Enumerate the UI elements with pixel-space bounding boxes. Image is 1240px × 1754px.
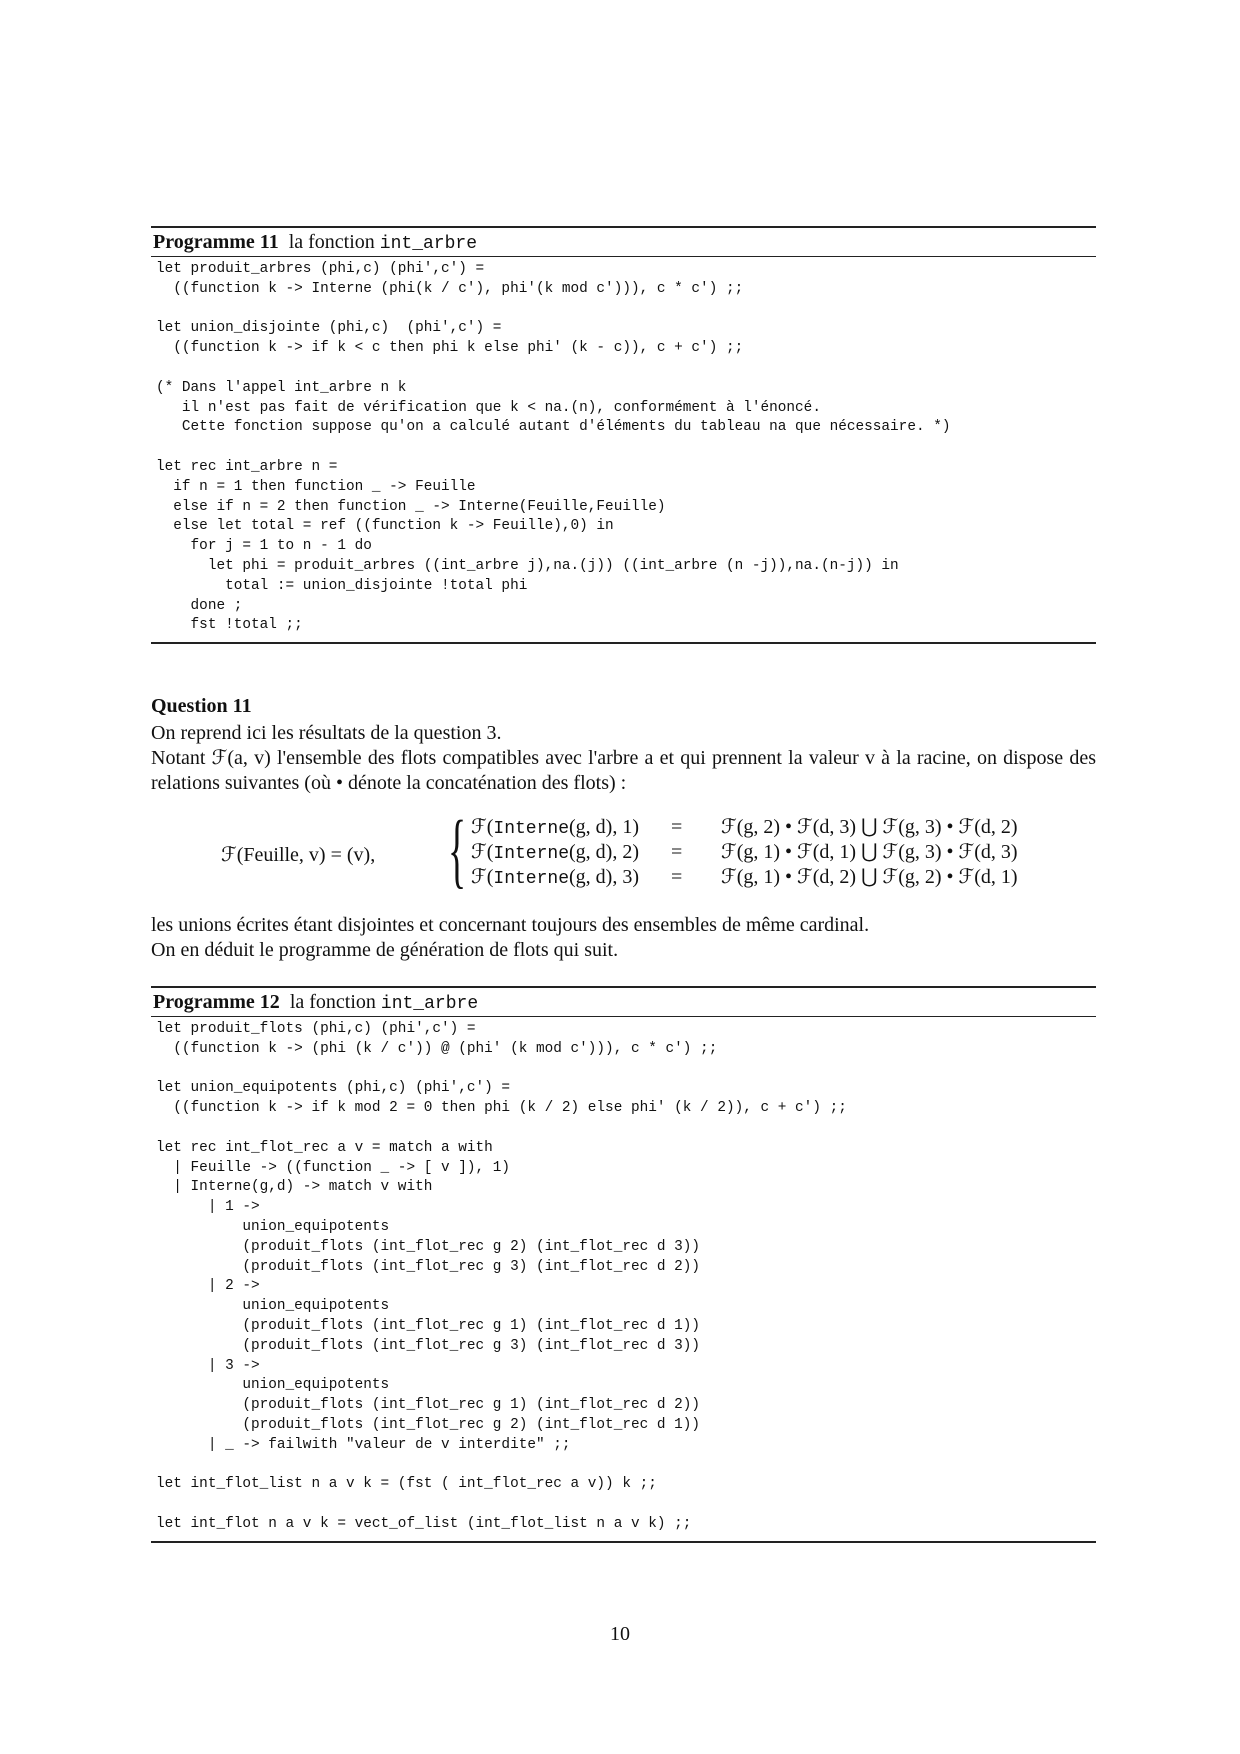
- formula-row-2-lhs-tt: Interne: [493, 844, 570, 864]
- formula-row-2-lhs-post: (g, d), 2): [569, 841, 639, 863]
- program-12-box: [151, 986, 1096, 1543]
- formula-row-1-lhs: [471, 815, 639, 842]
- formula-row-3-rhs: ℱ(g, 1) • ℱ(d, 2) ⋃ ℱ(g, 2) • ℱ(d, 1): [721, 866, 1018, 888]
- question-11-para4: On en déduit le programme de génération de flots qui suit.: [151, 939, 619, 961]
- formula-row-1-lhs-tt: Interne: [493, 819, 570, 839]
- formula-row-3-eq: =: [671, 866, 683, 888]
- question-11-conclusion: [151, 913, 1096, 963]
- question-11-line1: On reprend ici les résultats de la question 3.: [151, 722, 502, 744]
- formula-row-2-rhs: ℱ(g, 1) • ℱ(d, 1) ⋃ ℱ(g, 3) • ℱ(d, 3): [721, 841, 1018, 863]
- formula-row-3-lhs-tt: Interne: [493, 869, 570, 889]
- formula-row-3-lhs-pre: ℱ(: [471, 866, 494, 888]
- formula-row-2-eq: =: [671, 841, 683, 863]
- program-11-box: [151, 226, 1096, 644]
- program-12-desc-code: int_arbre: [380, 994, 479, 1014]
- program-11-code: let produit_arbres (phi,c) (phi',c') = ((function k -> Interne (phi(k / c'), phi'(k mod c'))), c * c') ;; let union_disjointe (phi,c) (phi',c') = ((function k -> if k < c then phi k else phi' (k - c)), c + c') ;; (* Dans l'appel int_arbre n k il n'est pas fait de vérification que k < na.(n), conformément à l'énoncé. Cette fonction suppose qu'on a calculé autant d'éléments du tableau na que nécessaire. *) let rec int_arbre n = if n = 1 then function _ -> Feuille else if n = 2 then function _ -> Interne(Feuille,Feuille) else let total = ref ((function k -> Feuille),0) in for j = 1 to n - 1 do let phi = produit_arbres ((int_arbre j),na.(j)) ((int_arbre (n -j)),na.(n-j)) in total := union_disjointe !total phi done ; fst !total ;;: [156, 261, 951, 634]
- feuille-formula: ℱ(Feuille, v) = (v),: [221, 844, 376, 866]
- formula-row-1-eq: =: [671, 816, 683, 838]
- cases-brace: {: [448, 804, 467, 897]
- question-11-title: Question 11: [151, 695, 252, 717]
- program-12-desc-text: la fonction: [289, 991, 376, 1013]
- flow-relations-formulas: [151, 804, 1096, 897]
- formula-row-2-lhs: [471, 840, 639, 867]
- program-11-desc-code: int_arbre: [379, 234, 478, 254]
- question-11-section: [151, 694, 1096, 796]
- question-11-para3: les unions écrites étant disjointes et concernant toujours des ensembles de même cardinal.: [151, 914, 870, 936]
- formula-row-3-lhs-post: (g, d), 3): [569, 866, 639, 888]
- formula-row-3-lhs: [471, 865, 639, 892]
- program-11-label: Programme 11: [153, 231, 279, 253]
- formula-row-1-lhs-post: (g, d), 1): [569, 816, 639, 838]
- formula-row-1-lhs-pre: ℱ(: [471, 816, 494, 838]
- program-12-code: let produit_flots (phi,c) (phi',c') = ((function k -> (phi (k / c')) @ (phi' (k mod c'))), c * c') ;; let union_equipotents (phi,c) (phi',c') = ((function k -> if k mod 2 = 0 then phi (k / 2) else phi' (k / 2)), c + c') ;; let rec int_flot_rec a v = match a with | Feuille -> ((function _ -> [ v ]), 1) | Interne(g,d) -> match v with | 1 -> union_equipotents (produit_flots (int_flot_rec g 2) (int_flot_rec d 3)) (produit_flots (int_flot_rec g 3) (int_flot_rec d 2)) | 2 -> union_equipotents (produit_flots (int_flot_rec g 1) (int_flot_rec d 1)) (produit_flots (int_flot_rec g 3) (int_flot_rec d 3)) | 3 -> union_equipotents (produit_flots (int_flot_rec g 1) (int_flot_rec d 2)) (produit_flots (int_flot_rec g 2) (int_flot_rec d 1)) | _ -> failwith "valeur de v interdite" ;; let int_flot_list n a v k = (fst ( int_flot_rec a v)) k ;; let int_flot n a v k = vect_of_list (int_flot_list n a v k) ;;: [156, 1021, 847, 1532]
- program-12-header: [151, 988, 1096, 1016]
- page-number: 10: [610, 1623, 630, 1645]
- program-11-header: [151, 228, 1096, 256]
- program-12-bottom-rule: [151, 1541, 1096, 1543]
- formula-row-1-rhs: ℱ(g, 2) • ℱ(d, 3) ⋃ ℱ(g, 3) • ℱ(d, 2): [721, 816, 1018, 838]
- program-11-bottom-rule: [151, 642, 1096, 644]
- question-11-para2: Notant ℱ(a, v) l'ensemble des flots compatibles avec l'arbre a et qui prennent la valeur v à la racine, on dispose des relations suivantes (où • dénote la concaténation des flots) :: [151, 747, 1096, 794]
- formula-row-2-lhs-pre: ℱ(: [471, 841, 494, 863]
- program-12-label: Programme 12: [153, 991, 280, 1013]
- program-11-desc-text: la fonction: [288, 231, 375, 253]
